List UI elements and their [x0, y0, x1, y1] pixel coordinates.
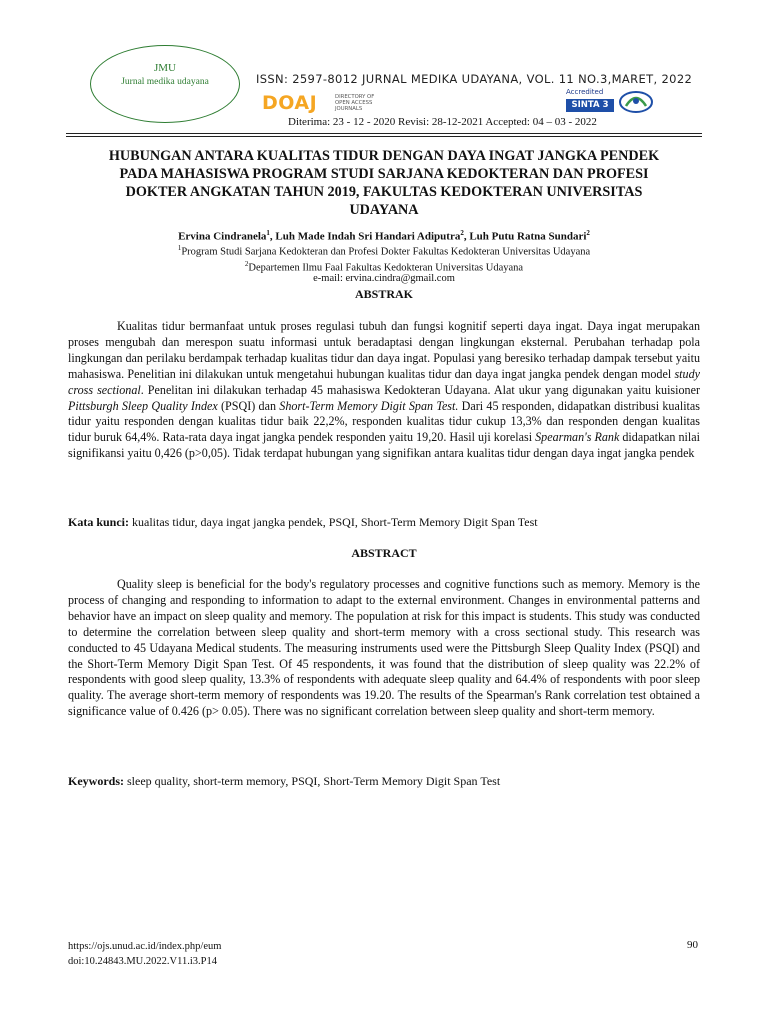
doaj-logo[interactable] [262, 92, 402, 114]
abstrak-heading: ABSTRAK [354, 287, 413, 301]
sinta-badge[interactable] [566, 88, 656, 114]
author-email[interactable]: e-mail: ervina.cindra@gmail.com [313, 273, 455, 284]
abstrak-body: Kualitas tidur bermanfaat untuk proses regulasi tubuh dan fungsi kognitif seperti daya ingat. Daya ingat merupakan proses mengubah dan merespon suatu informasi untuk beradaptasi dengan lingkungan eksternal. Perubahan terhadap pola lingkungan dan perilaku berdampak terhadap kualitas tidur dan daya ingat. Populasi yang beresiko terhadap dampak tersebut yaitu mahasiswa. Penelitian ini dilakukan untuk mengetahui hubungan kualitas tidur dan daya ingat jangka pendek dengan model study cross sectional. Penelitan ini dilakukan terhadap 45 mahasiswa Kedokteran Udayana. Alat ukur yang digunakan yaitu kuisioner Pittsburgh Sleep Quality Index (PSQI) dan Short-Term Memory Digit Span Test. Dari 45 responden, didapatkan distribusi kualitas tidur yaitu responden dengan kualitas tidur baik 22,2%, responden kualitas tidur cukup 13,3% dan responden dengan kualitas tidur buruk 64,4%. Rata-rata daya ingat jangka pendek responden yaitu 19,20. Hasil uji korelasi Spearman's Rank didapatkan nilai signifikansi yaitu 0,426 (p>0,05). Tidak terdapat hubungan yang signifikan antara kualitas tidur dengan daya ingat jangka pendek [68, 319, 700, 461]
keywords: Keywords: sleep quality, short-term memory, PSQI, Short-Term Memory Digit Span Test [68, 774, 501, 788]
issn-line: ISSN: 2597-8012 JURNAL MEDIKA UDAYANA, VOL. 11 NO.3,MARET, 2022 [256, 72, 693, 86]
paper-title: HUBUNGAN ANTARA KUALITAS TIDUR DENGAN DAYA INGAT JANGKA PENDEK PADA MAHASISWA PROGRAM STUDI SARJANA KEDOKTERAN DAN PROFESI DOKTER ANGKATAN TAHUN 2019, FAKULTAS KEDOKTERAN UNIVERSITAS UDAYANA [108, 148, 660, 218]
submission-dates: Diterima: 23 - 12 - 2020 Revisi: 28-12-2021 Accepted: 04 – 03 - 2022 [288, 116, 597, 128]
sinta-accredited: Accredited [566, 88, 604, 96]
journal-url[interactable]: https://ojs.unud.ac.id/index.php/eum [68, 941, 222, 952]
abstract-body: Quality sleep is beneficial for the body's regulatory processes and cognitive functions such as memory. Memory is the process of changing and responding to information to adapt to the external environment. Changes in environmental patterns and behavior have an impact on sleep quality and memory. The population at risk for this impact is students. This study was conducted to determine the correlation between sleep quality and short-term memory with a cross sectional study. This research was conducted to 45 Udayana Medical students. The measuring instruments used were the Pittsburgh Sleep Quality Index (PSQI) and the Short-Term Memory Digit Span Test. Of 45 respondents, it was found that the distribution of sleep quality was 22.2% of respondents with good sleep quality, 13.3% of respondents with adequate sleep quality and 64.4% of respondents with poor sleep quality. The average short-term memory of respondents was 19.20. The results of the Spearman's Rank correlation test obtained a significance value of 0.426 (p> 0.05). There was no significant correlation between sleep quality and short-term memory. [68, 577, 700, 719]
sinta-label: SINTA 3 [566, 99, 614, 112]
journal-logo [90, 45, 240, 123]
affiliation-2: $^2$Departemen Ilmu Faal Fakultas Kedokteran Universitas Udayana [244, 260, 524, 274]
kata-kunci: Kata kunci: kualitas tidur, daya ingat jangka pendek, PSQI, Short-Term Memory Digit Span Test [68, 515, 538, 529]
doaj-subtitle: DIRECTORY OF OPEN ACCESS JOURNALS [335, 94, 375, 112]
affiliation-1: $^1$Program Studi Sarjana Kedokteran dan Profesi Dokter Fakultas Kedokteran Universitas Udayana [177, 244, 591, 258]
logo-subtitle: Jurnal medika udayana [121, 77, 209, 87]
logo-title: JMU [153, 62, 176, 74]
page-number: 90 [687, 939, 698, 951]
doaj-mark: DOAJ [262, 92, 318, 114]
sinta-emblem-icon [618, 88, 654, 114]
header-divider [66, 133, 702, 134]
doi: doi:10.24843.MU.2022.V11.i3.P14 [68, 956, 217, 967]
abstract-heading: ABSTRACT [351, 546, 417, 560]
header-divider-2 [66, 136, 702, 137]
page-footer [68, 939, 221, 969]
author-list: Ervina Cindranela$^1$, Luh Made Indah Sri Handari Adiputra$^2$, Luh Putu Ratna Sundari$^2$ [178, 229, 590, 243]
